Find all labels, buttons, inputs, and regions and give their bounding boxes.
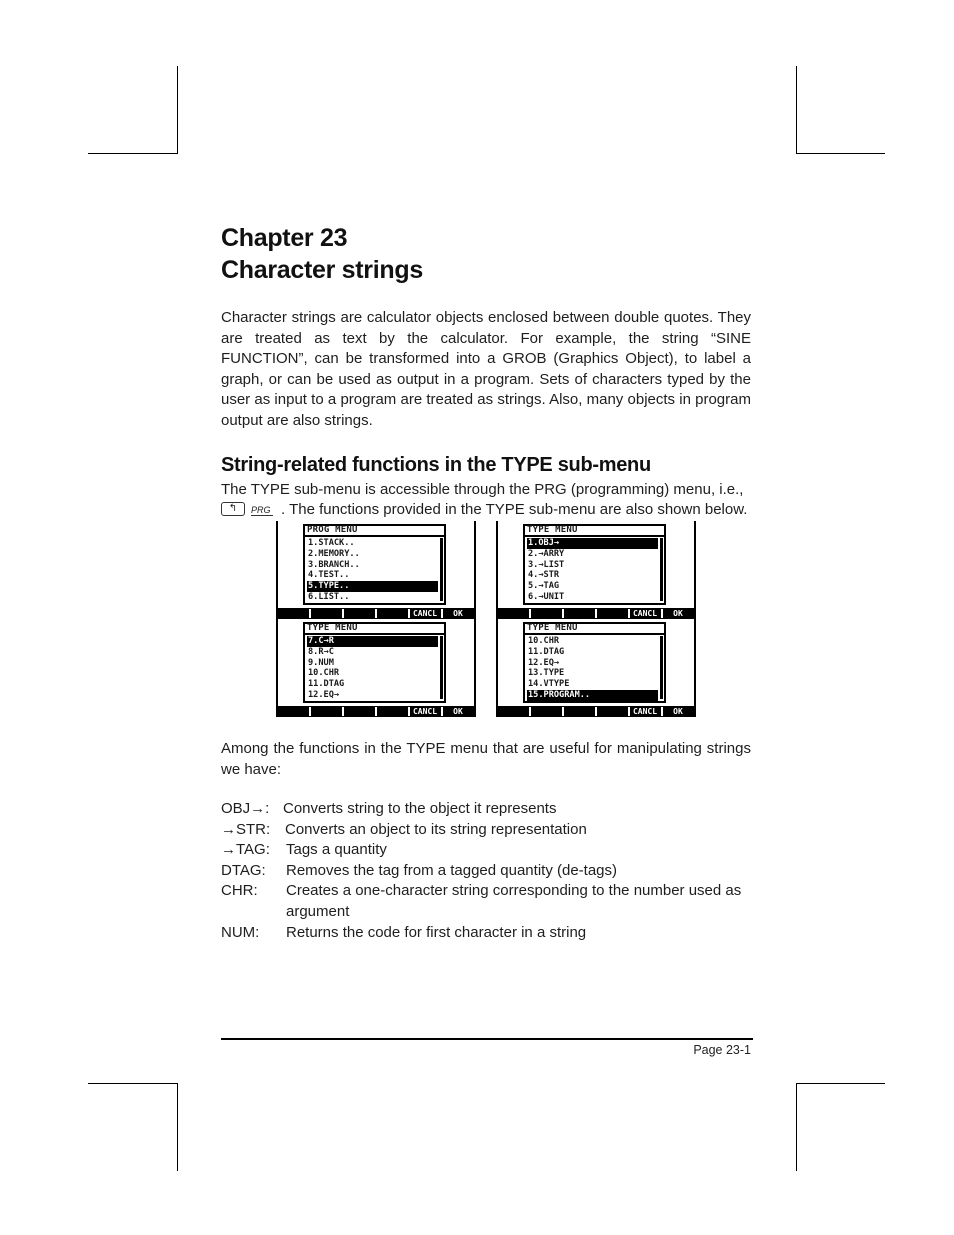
functions-intro: Among the functions in the TYPE menu that are useful for manipulating strings we have: — [221, 740, 751, 778]
menu-item[interactable]: 12.EQ→ — [308, 689, 340, 700]
function-row — [221, 820, 761, 841]
chapter-name: Character strings — [221, 256, 423, 284]
crop-mark — [796, 153, 885, 154]
function-row — [221, 799, 761, 820]
softkey-empty[interactable] — [529, 707, 561, 716]
intro-paragraph: Character strings are calculator objects enclosed between double quotes. They are treated as text by the calculator. For example, the string “SINE FUNCTION”, can be transformed into a GROB (Graphics Object), to label a graph, or can be used as output in a program. Sets of characters typed by the user as input to a program are treated as strings. Also, many objects in program output are also strings. — [221, 309, 751, 429]
softkey-empty[interactable] — [342, 707, 374, 716]
menu-item[interactable]: 5.TYPE.. — [307, 581, 438, 592]
scrollbar[interactable] — [660, 538, 663, 601]
menu-item[interactable]: 13.TYPE — [528, 668, 565, 679]
function-name: DTAG: — [221, 861, 266, 879]
softkey-ok[interactable]: OK — [441, 707, 473, 716]
crop-mark — [796, 1083, 885, 1084]
menu-item[interactable]: 2.MEMORY.. — [308, 548, 360, 559]
softkey-ok[interactable]: OK — [661, 707, 693, 716]
menu-title-rule — [305, 535, 444, 537]
softkey-empty[interactable] — [498, 707, 528, 716]
menu-title: TYPE MENU — [527, 525, 578, 535]
menu-items — [527, 636, 658, 701]
page-number: Page 23-1 — [693, 1043, 751, 1057]
softkey-ok[interactable]: OK — [441, 609, 473, 618]
calculator-screen — [496, 619, 696, 717]
menu-item[interactable]: 4.TEST.. — [308, 570, 350, 581]
menu-item[interactable]: 1.OBJ→ — [527, 538, 658, 549]
softkey-empty[interactable] — [375, 707, 407, 716]
menu-item[interactable]: 3.BRANCH.. — [308, 559, 360, 570]
softkey-bar — [498, 608, 694, 619]
prg-key-label: PRG — [251, 505, 273, 516]
menu-item[interactable]: 5.→TAG — [528, 581, 560, 592]
softkey-cancl[interactable]: CANCL — [628, 707, 660, 716]
softkey-empty[interactable] — [595, 609, 627, 618]
chapter-number: Chapter 23 — [221, 224, 348, 252]
menu-item[interactable]: 6.LIST.. — [308, 591, 350, 602]
choose-box — [523, 524, 666, 605]
menu-title: TYPE MENU — [307, 623, 358, 633]
crop-mark — [796, 66, 797, 154]
function-description: Returns the code for first character in a string — [286, 923, 587, 941]
menu-item[interactable]: 10.CHR — [308, 668, 340, 679]
function-description: Creates a one-character string corresponding to the number used as argument — [286, 882, 742, 920]
menu-item[interactable]: 9.NUM — [308, 657, 334, 668]
function-description: Removes the tag from a tagged quantity (de-tags) — [286, 861, 618, 879]
function-name: OBJ→: — [221, 800, 270, 817]
softkey-bar — [498, 706, 694, 717]
function-name: NUM: — [221, 923, 260, 941]
menu-item[interactable]: 2.→ARRY — [528, 548, 565, 559]
softkey-empty[interactable] — [309, 707, 341, 716]
footer-rule — [221, 1038, 753, 1040]
scrollbar[interactable] — [660, 636, 663, 699]
menu-item[interactable]: 4.→STR — [528, 570, 560, 581]
softkey-empty[interactable] — [595, 707, 627, 716]
menu-title-rule — [525, 633, 664, 635]
function-list — [221, 799, 761, 943]
crop-mark — [177, 1083, 178, 1171]
softkey-empty[interactable] — [342, 609, 374, 618]
softkey-bar — [278, 706, 474, 717]
softkey-cancl[interactable]: CANCL — [408, 707, 440, 716]
function-name: CHR: — [221, 882, 258, 900]
softkey-empty[interactable] — [529, 609, 561, 618]
menu-item[interactable]: 3.→LIST — [528, 559, 565, 570]
function-row — [221, 881, 761, 922]
function-description: Tags a quantity — [286, 841, 387, 859]
function-description: Converts string to the object it represents — [283, 800, 557, 817]
calculator-screen — [276, 619, 476, 717]
softkey-empty[interactable] — [562, 609, 594, 618]
crop-mark — [88, 1083, 177, 1084]
calculator-screen — [496, 521, 696, 619]
section-intro-line-1: The TYPE sub-menu is accessible through the PRG (programming) menu, i.e., — [221, 481, 744, 498]
crop-mark — [88, 153, 177, 154]
softkey-ok[interactable]: OK — [661, 609, 693, 618]
menu-item[interactable]: 1.STACK.. — [308, 538, 355, 548]
function-row — [221, 923, 761, 944]
softkey-empty[interactable] — [309, 609, 341, 618]
menu-item[interactable]: 8.R→C — [308, 646, 334, 657]
menu-items — [307, 636, 438, 701]
choose-box — [523, 622, 666, 703]
menu-item[interactable]: 11.DTAG — [308, 679, 345, 690]
menu-item[interactable]: 11.DTAG — [528, 646, 565, 657]
menu-item[interactable]: 12.EQ→ — [528, 657, 560, 668]
crop-mark — [796, 1083, 797, 1171]
section-heading: String-related functions in the TYPE sub-menu — [221, 454, 651, 476]
softkey-empty[interactable] — [278, 707, 308, 716]
menu-title-rule — [305, 633, 444, 635]
function-name: →STR: — [221, 820, 271, 838]
softkey-empty[interactable] — [375, 609, 407, 618]
menu-title: PROG MENU — [307, 525, 358, 535]
menu-item[interactable]: 7.C→R — [307, 636, 438, 647]
function-name: →TAG: — [221, 841, 270, 859]
scrollbar[interactable] — [440, 538, 443, 601]
menu-item[interactable]: 6.→UNIT — [528, 591, 565, 602]
softkey-cancl[interactable]: CANCL — [628, 609, 660, 618]
menu-item[interactable]: 14.VTYPE — [528, 679, 570, 690]
function-row — [221, 861, 761, 882]
chapter-title — [221, 222, 423, 286]
left-shift-key-icon: ↰ — [221, 502, 245, 516]
menu-items — [307, 538, 438, 603]
section-intro-text: . The functions provided in the TYPE sub-menu are also shown below. — [281, 501, 748, 518]
softkey-empty[interactable] — [498, 609, 528, 618]
function-description: Converts an object to its string representation — [285, 820, 587, 838]
menu-title-rule — [525, 535, 664, 537]
menu-items — [527, 538, 658, 603]
menu-title: TYPE MENU — [527, 623, 578, 633]
scrollbar[interactable] — [440, 636, 443, 699]
choose-box — [303, 622, 446, 703]
softkey-cancl[interactable]: CANCL — [408, 609, 440, 618]
softkey-empty[interactable] — [562, 707, 594, 716]
choose-box — [303, 524, 446, 605]
menu-item[interactable]: 15.PROGRAM.. — [527, 690, 658, 701]
softkey-empty[interactable] — [278, 609, 308, 618]
function-row — [221, 840, 761, 861]
calculator-screen — [276, 521, 476, 619]
softkey-bar — [278, 608, 474, 619]
crop-mark — [177, 66, 178, 154]
section-intro-line-2 — [221, 500, 747, 520]
menu-item[interactable]: 10.CHR — [528, 636, 560, 646]
